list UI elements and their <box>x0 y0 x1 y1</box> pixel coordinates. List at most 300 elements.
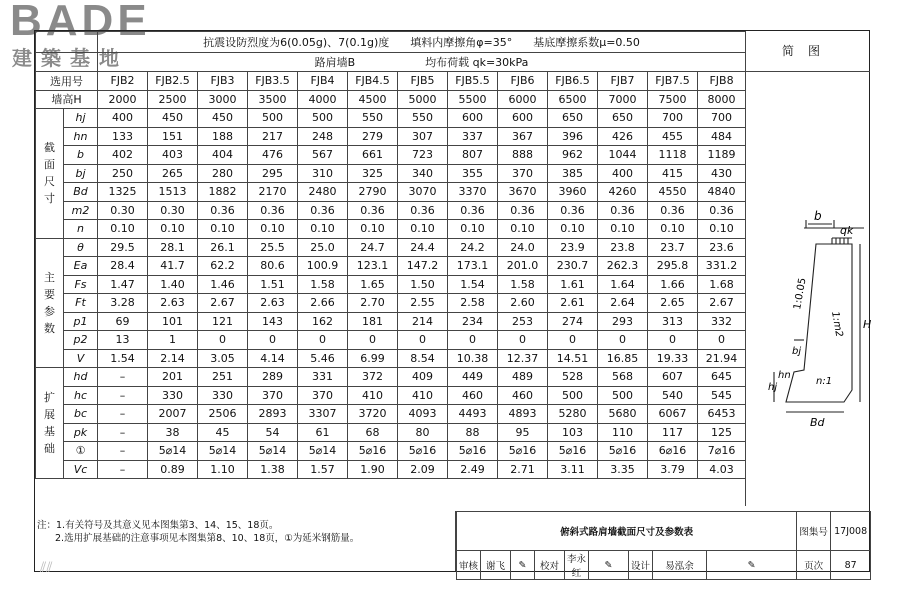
table-cell: 80 <box>398 423 448 442</box>
table-cell: 0.36 <box>598 201 648 220</box>
table-cell: 3.11 <box>548 460 598 479</box>
designer-signature: ✎ <box>707 551 797 580</box>
table-cell: 0.10 <box>298 220 348 239</box>
table-cell: 201 <box>148 368 198 387</box>
table-cell: 188 <box>198 127 248 146</box>
seismic-text: 抗震设防烈度为6(0.05g)、7(0.1g)度 <box>203 36 390 49</box>
table-cell: 500 <box>298 109 348 128</box>
table-cell: 2.58 <box>448 294 498 313</box>
table-cell: 3.35 <box>598 460 648 479</box>
table-cell: 8000 <box>698 90 746 109</box>
table-cell: 0.10 <box>598 220 648 239</box>
table-cell: 0.36 <box>298 201 348 220</box>
table-row <box>36 201 746 220</box>
table-cell: 1.47 <box>98 275 148 294</box>
table-cell: 1.65 <box>348 275 398 294</box>
row-symbol: pk <box>64 423 98 442</box>
table-cell: 293 <box>598 312 648 331</box>
table-cell: 0 <box>548 331 598 350</box>
table-cell: 545 <box>698 386 746 405</box>
table-cell: 0.10 <box>198 220 248 239</box>
table-cell: 251 <box>198 368 248 387</box>
table-cell: 403 <box>148 146 198 165</box>
review-label: 审核 <box>457 551 481 580</box>
table-cell: 62.2 <box>198 257 248 276</box>
table-cell: 14.51 <box>548 349 598 368</box>
table-cell: 0.10 <box>648 220 698 239</box>
table-cell: 1.64 <box>598 275 648 294</box>
table-cell: 95 <box>498 423 548 442</box>
row-symbol: p1 <box>64 312 98 331</box>
table-cell: 540 <box>648 386 698 405</box>
table-cell: 123.1 <box>348 257 398 276</box>
table-cell: 0.10 <box>698 220 746 239</box>
table-cell: 2790 <box>348 183 398 202</box>
column-header: FJB3.5 <box>248 72 298 91</box>
table-cell: 5⌀14 <box>298 442 348 461</box>
table-cell: 410 <box>398 386 448 405</box>
table-cell: 3720 <box>348 405 398 424</box>
table-cell: 5⌀14 <box>148 442 198 461</box>
sketch-label-qk: qk <box>840 224 854 237</box>
table-cell: 410 <box>348 386 398 405</box>
table-cell: 24.4 <box>398 238 448 257</box>
table-cell: 4093 <box>398 405 448 424</box>
table-cell: 45 <box>198 423 248 442</box>
table-row <box>36 183 746 202</box>
table-cell: 5⌀16 <box>398 442 448 461</box>
table-cell: 6453 <box>698 405 746 424</box>
table-cell: 337 <box>448 127 498 146</box>
table-cell: 455 <box>648 127 698 146</box>
table-cell: 2.61 <box>548 294 598 313</box>
table-cell: 143 <box>248 312 298 331</box>
table-cell: 1513 <box>148 183 198 202</box>
table-cell: 5.46 <box>298 349 348 368</box>
table-row <box>36 331 746 350</box>
column-header: FJB2 <box>98 72 148 91</box>
table-row <box>36 312 746 331</box>
table-cell: 24.7 <box>348 238 398 257</box>
table-cell: 5⌀14 <box>248 442 298 461</box>
table-cell: 0.36 <box>698 201 746 220</box>
table-row <box>36 238 746 257</box>
table-cell: 1044 <box>598 146 648 165</box>
table-cell: 23.9 <box>548 238 598 257</box>
drawing-frame <box>34 30 872 579</box>
reviewer-signature: ✎ <box>511 551 535 580</box>
table-cell: 331 <box>298 368 348 387</box>
header-blank-2 <box>36 53 98 72</box>
table-cell: 0.89 <box>148 460 198 479</box>
table-cell: 330 <box>148 386 198 405</box>
table-cell: 274 <box>548 312 598 331</box>
table-cell: – <box>98 442 148 461</box>
table-cell: 460 <box>498 386 548 405</box>
table-cell: 330 <box>198 386 248 405</box>
table-cell: 0.36 <box>248 201 298 220</box>
sketch-label-Bd: Bd <box>810 416 825 429</box>
table-cell: 280 <box>198 164 248 183</box>
table-cell: 0 <box>248 331 298 350</box>
table-cell: 2480 <box>298 183 348 202</box>
table-cell: 54 <box>248 423 298 442</box>
table-cell: 645 <box>698 368 746 387</box>
row-symbol: bc <box>64 405 98 424</box>
table-cell: 415 <box>648 164 698 183</box>
table-cell: 0 <box>398 331 448 350</box>
table-cell: 340 <box>398 164 448 183</box>
table-cell: 0 <box>598 331 648 350</box>
row-symbol: Bd <box>64 183 98 202</box>
table-cell: 2.55 <box>398 294 448 313</box>
table-cell: – <box>98 368 148 387</box>
table-cell: 24.0 <box>498 238 548 257</box>
table-cell: 1.54 <box>98 349 148 368</box>
table-cell: 3.79 <box>648 460 698 479</box>
table-cell: 700 <box>648 109 698 128</box>
table-cell: 807 <box>448 146 498 165</box>
table-cell: 2.65 <box>648 294 698 313</box>
row-symbol: Vc <box>64 460 98 479</box>
table-cell: 568 <box>598 368 648 387</box>
table-cell: 500 <box>598 386 648 405</box>
load-text: 均布荷载 qk=30kPa <box>425 56 529 69</box>
table-cell: 0.36 <box>398 201 448 220</box>
table-cell: 0.36 <box>548 201 598 220</box>
table-cell: 331.2 <box>698 257 746 276</box>
table-cell: 5500 <box>448 90 498 109</box>
checker-name: 李永红 <box>565 551 589 580</box>
table-cell: 2170 <box>248 183 298 202</box>
table-row <box>36 442 746 461</box>
table-cell: 4.14 <box>248 349 298 368</box>
table-cell: 0.36 <box>448 201 498 220</box>
table-cell: 19.33 <box>648 349 698 368</box>
table-cell: 5280 <box>548 405 598 424</box>
design-label: 设计 <box>629 551 653 580</box>
table-cell: 101 <box>148 312 198 331</box>
table-cell: 8.54 <box>398 349 448 368</box>
table-cell: 295 <box>248 164 298 183</box>
table-cell: 5000 <box>398 90 448 109</box>
table-cell: 1.10 <box>198 460 248 479</box>
notes <box>37 519 359 545</box>
table-cell: 450 <box>198 109 248 128</box>
row-symbol: ① <box>64 442 98 461</box>
column-header: FJB5 <box>398 72 448 91</box>
table-row <box>36 164 746 183</box>
table-cell: 550 <box>398 109 448 128</box>
table-cell: 5680 <box>598 405 648 424</box>
table-row <box>36 294 746 313</box>
table-cell: 1189 <box>698 146 746 165</box>
table-cell: 310 <box>298 164 348 183</box>
sketch-label-bj: bj <box>792 346 802 357</box>
table-row <box>36 405 746 424</box>
table-cell: 5⌀16 <box>598 442 648 461</box>
row-symbol: hj <box>64 109 98 128</box>
sheet-title: 俯斜式路肩墙截面尺寸及参数表 <box>457 512 797 551</box>
table-cell: 3960 <box>548 183 598 202</box>
table-cell: 6⌀16 <box>648 442 698 461</box>
table-cell: 117 <box>648 423 698 442</box>
table-cell: 2.71 <box>498 460 548 479</box>
table-cell: 2000 <box>98 90 148 109</box>
table-cell: 0 <box>698 331 746 350</box>
table-cell: 325 <box>348 164 398 183</box>
sketch-label-b: b <box>814 209 822 223</box>
column-header: FJB5.5 <box>448 72 498 91</box>
checker-signature: ✎ <box>589 551 629 580</box>
table-cell: 0.36 <box>498 201 548 220</box>
column-header: FJB3 <box>198 72 248 91</box>
table-cell: 16.85 <box>598 349 648 368</box>
table-cell: 372 <box>348 368 398 387</box>
atlas-number: 17J008 <box>831 512 871 551</box>
table-cell: 3070 <box>398 183 448 202</box>
column-header: FJB8 <box>698 72 746 91</box>
designer-name: 易泓余 <box>653 551 707 580</box>
table-row <box>36 349 746 368</box>
table-cell: 2893 <box>248 405 298 424</box>
table-cell: 2.14 <box>148 349 198 368</box>
table-cell: 103 <box>548 423 598 442</box>
table-cell: 0 <box>448 331 498 350</box>
table-cell: 385 <box>548 164 598 183</box>
table-cell: 0.30 <box>148 201 198 220</box>
column-header: FJB7 <box>598 72 648 91</box>
table-cell: – <box>98 423 148 442</box>
table-cell: 2.63 <box>148 294 198 313</box>
column-header: FJB6.5 <box>548 72 598 91</box>
table-cell: 38 <box>148 423 198 442</box>
table-cell: 450 <box>148 109 198 128</box>
table-cell: 3500 <box>248 90 298 109</box>
table-cell: 476 <box>248 146 298 165</box>
table-cell: 500 <box>248 109 298 128</box>
table-cell: 1882 <box>198 183 248 202</box>
table-cell: 6500 <box>548 90 598 109</box>
table-cell: 0.10 <box>248 220 298 239</box>
table-cell: 0.10 <box>148 220 198 239</box>
column-header: FJB4.5 <box>348 72 398 91</box>
table-cell: 125 <box>698 423 746 442</box>
row-symbol: V <box>64 349 98 368</box>
note-2: 2.选用扩展基础的注意事项见本图集第8、10、18页，①为延米钢筋量。 <box>55 533 360 544</box>
table-cell: 3000 <box>198 90 248 109</box>
table-cell: 3307 <box>298 405 348 424</box>
table-cell: 1.40 <box>148 275 198 294</box>
row-symbol: Ea <box>64 257 98 276</box>
table-cell: 1.57 <box>298 460 348 479</box>
table-cell: 181 <box>348 312 398 331</box>
table-cell: 12.37 <box>498 349 548 368</box>
table-cell: – <box>98 405 148 424</box>
table-cell: 214 <box>398 312 448 331</box>
sketch-label-hj: hj <box>768 382 778 393</box>
table-cell: 400 <box>98 109 148 128</box>
table-cell: 279 <box>348 127 398 146</box>
column-header: FJB6 <box>498 72 548 91</box>
table-cell: 41.7 <box>148 257 198 276</box>
page-label: 页次 <box>797 551 831 580</box>
table-cell: 133 <box>98 127 148 146</box>
table-cell: 0.10 <box>548 220 598 239</box>
logo-sub: 建築基地 <box>12 46 128 70</box>
table-cell: 289 <box>248 368 298 387</box>
table-cell: 2.67 <box>198 294 248 313</box>
table-cell: 0.10 <box>448 220 498 239</box>
logo-brand: BADE <box>10 0 151 45</box>
table-cell: 250 <box>98 164 148 183</box>
height-label: 墙高H <box>36 90 98 109</box>
table-cell: 13 <box>98 331 148 350</box>
base-friction-text: 基底摩擦系数μ=0.50 <box>533 36 640 49</box>
table-cell: 600 <box>448 109 498 128</box>
table-row <box>36 423 746 442</box>
table-cell: 400 <box>598 164 648 183</box>
table-cell: 1.54 <box>448 275 498 294</box>
table-cell: 1.38 <box>248 460 298 479</box>
table-cell: 100.9 <box>298 257 348 276</box>
table-cell: 69 <box>98 312 148 331</box>
table-cell: 2.09 <box>398 460 448 479</box>
table-cell: 23.7 <box>648 238 698 257</box>
column-header: FJB4 <box>298 72 348 91</box>
table-cell: 2.67 <box>698 294 746 313</box>
table-cell: 4000 <box>298 90 348 109</box>
table-cell: 1.66 <box>648 275 698 294</box>
table-cell: 1.58 <box>498 275 548 294</box>
table-cell: 2.64 <box>598 294 648 313</box>
table-cell: 500 <box>548 386 598 405</box>
check-label: 校对 <box>535 551 565 580</box>
table-cell: 723 <box>398 146 448 165</box>
table-cell: 4500 <box>348 90 398 109</box>
table-cell: 29.5 <box>98 238 148 257</box>
parameter-table <box>35 31 746 479</box>
table-cell: 430 <box>698 164 746 183</box>
table-row <box>36 257 746 276</box>
table-cell: 370 <box>298 386 348 405</box>
table-cell: 4550 <box>648 183 698 202</box>
table-cell: 234 <box>448 312 498 331</box>
row-symbol: b <box>64 146 98 165</box>
table-cell: 700 <box>698 109 746 128</box>
row-symbol: Fs <box>64 275 98 294</box>
table-cell: 0 <box>298 331 348 350</box>
table-cell: 1.90 <box>348 460 398 479</box>
table-row <box>36 109 746 128</box>
table-cell: 489 <box>498 368 548 387</box>
wall-sketch <box>746 72 870 506</box>
table-cell: 230.7 <box>548 257 598 276</box>
table-cell: 26.1 <box>198 238 248 257</box>
table-cell: 0 <box>498 331 548 350</box>
table-cell: 253 <box>498 312 548 331</box>
table-cell: 28.1 <box>148 238 198 257</box>
table-cell: 370 <box>498 164 548 183</box>
table-cell: 162 <box>298 312 348 331</box>
table-cell: 5⌀16 <box>348 442 398 461</box>
table-cell: 0.36 <box>198 201 248 220</box>
table-cell: 0.30 <box>98 201 148 220</box>
table-cell: 4493 <box>448 405 498 424</box>
row-symbol: p2 <box>64 331 98 350</box>
table-cell: 404 <box>198 146 248 165</box>
table-cell: 2.66 <box>298 294 348 313</box>
sketch-label-hn: hn <box>778 370 791 381</box>
table-cell: 6067 <box>648 405 698 424</box>
sketch-panel <box>745 31 870 506</box>
table-cell: 4840 <box>698 183 746 202</box>
table-cell: 217 <box>248 127 298 146</box>
column-header: FJB7.5 <box>648 72 698 91</box>
table-cell: 370 <box>248 386 298 405</box>
reviewer-name: 谢飞 <box>481 551 511 580</box>
table-cell: 88 <box>448 423 498 442</box>
table-cell: 528 <box>548 368 598 387</box>
table-cell: – <box>98 386 148 405</box>
table-cell: 2.70 <box>348 294 398 313</box>
table-cell: 147.2 <box>398 257 448 276</box>
sketch-label-H: H <box>863 318 872 331</box>
table-cell: 21.94 <box>698 349 746 368</box>
table-cell: 23.8 <box>598 238 648 257</box>
table-cell: 1325 <box>98 183 148 202</box>
table-cell: 313 <box>648 312 698 331</box>
table-cell: 2007 <box>148 405 198 424</box>
table-cell: 332 <box>698 312 746 331</box>
table-cell: 0 <box>348 331 398 350</box>
header-conditions <box>98 32 746 53</box>
table-cell: 409 <box>398 368 448 387</box>
sketch-label-slope2: 1:m2 <box>829 310 845 338</box>
table-cell: 1.50 <box>398 275 448 294</box>
table-cell: 0 <box>648 331 698 350</box>
table-cell: 5⌀16 <box>548 442 598 461</box>
row-symbol: hd <box>64 368 98 387</box>
table-row <box>36 127 746 146</box>
table-cell: 0.10 <box>348 220 398 239</box>
table-cell: 0.10 <box>398 220 448 239</box>
table-cell: 2.63 <box>248 294 298 313</box>
row-symbol: hc <box>64 386 98 405</box>
table-cell: – <box>98 460 148 479</box>
group-label: 扩展基础 <box>36 368 64 479</box>
row-symbol: Ft <box>64 294 98 313</box>
table-cell: 650 <box>598 109 648 128</box>
table-cell: 4893 <box>498 405 548 424</box>
table-row <box>36 386 746 405</box>
table-cell: 600 <box>498 109 548 128</box>
table-cell: 607 <box>648 368 698 387</box>
wall-type: 路肩墙B <box>314 56 356 69</box>
table-cell: 110 <box>598 423 648 442</box>
row-symbol: n <box>64 220 98 239</box>
watermark-icon: ⫽⫽ <box>40 560 53 576</box>
friction-text: 填料内摩擦角φ=35° <box>410 36 513 49</box>
table-cell: 262.3 <box>598 257 648 276</box>
table-cell: 6.99 <box>348 349 398 368</box>
table-cell: 2500 <box>148 90 198 109</box>
table-cell: 3.28 <box>98 294 148 313</box>
atlas-label: 图集号 <box>797 512 831 551</box>
table-cell: 5⌀16 <box>448 442 498 461</box>
table-cell: 2506 <box>198 405 248 424</box>
table-cell: 355 <box>448 164 498 183</box>
